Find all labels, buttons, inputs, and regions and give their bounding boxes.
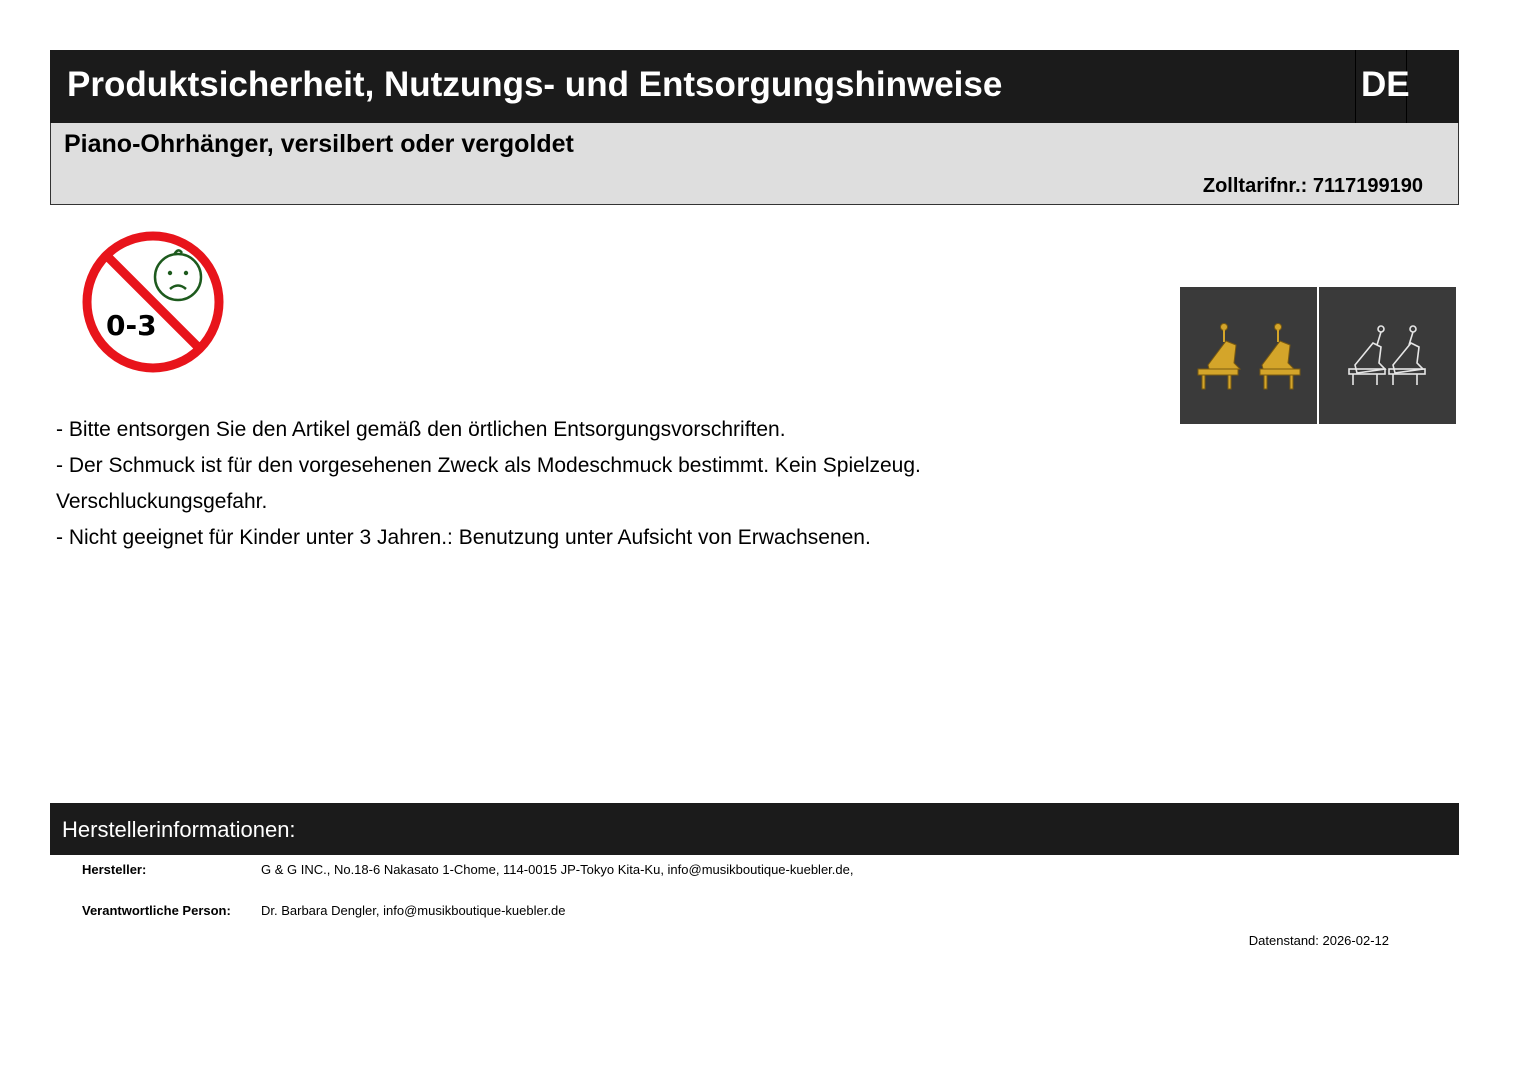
note-age-restriction: - Nicht geeignet für Kinder unter 3 Jahren.: Benutzung unter Aufsicht von Erwachsenen. [56,526,871,549]
age-range-label: 0-3 [106,309,157,342]
manufacturer-value: G & G INC., No.18-6 Nakasato 1-Chome, 114-0015 JP-Tokyo Kita-Ku, info@musikboutique-kuebler.de, [261,862,854,877]
silver-piano-earrings-photo [1319,287,1456,424]
language-box [1355,50,1410,123]
page-title: Produktsicherheit, Nutzungs- und Entsorgungshinweise [67,65,1003,104]
note-choking-hazard: Verschluckungsgefahr. [56,490,268,513]
responsible-person-value: Dr. Barbara Dengler, info@musikboutique-kuebler.de [261,903,566,918]
age-warning-svg [78,227,228,377]
manufacturer-heading: Herstellerinformationen: [62,817,296,842]
note-disposal: - Bitte entsorgen Sie den Artikel gemäß den örtlichen Entsorgungsvorschriften. [56,418,786,441]
note-purpose: - Der Schmuck ist für den vorgesehenen Zweck als Modeschmuck bestimmt. Kein Spielzeug. [56,454,921,477]
tariff-number: Zolltarifnr.: 7117199190 [1202,175,1423,197]
responsible-person-label: Verantwortliche Person: [82,903,231,918]
product-images [1180,287,1456,424]
page-header [50,50,1459,123]
safety-notes [56,412,1056,556]
manufacturer-label: Hersteller: [82,862,147,877]
language-code: DE [1361,65,1410,104]
no-children-under-3-icon [78,227,228,377]
product-name: Piano-Ohrhänger, versilbert oder vergoldet [64,130,574,158]
manufacturer-header [50,803,1459,855]
data-date-stamp: Datenstand: 2026-02-12 [1248,933,1389,948]
gold-piano-earrings-photo [1180,287,1317,424]
product-info-bar [50,123,1459,205]
